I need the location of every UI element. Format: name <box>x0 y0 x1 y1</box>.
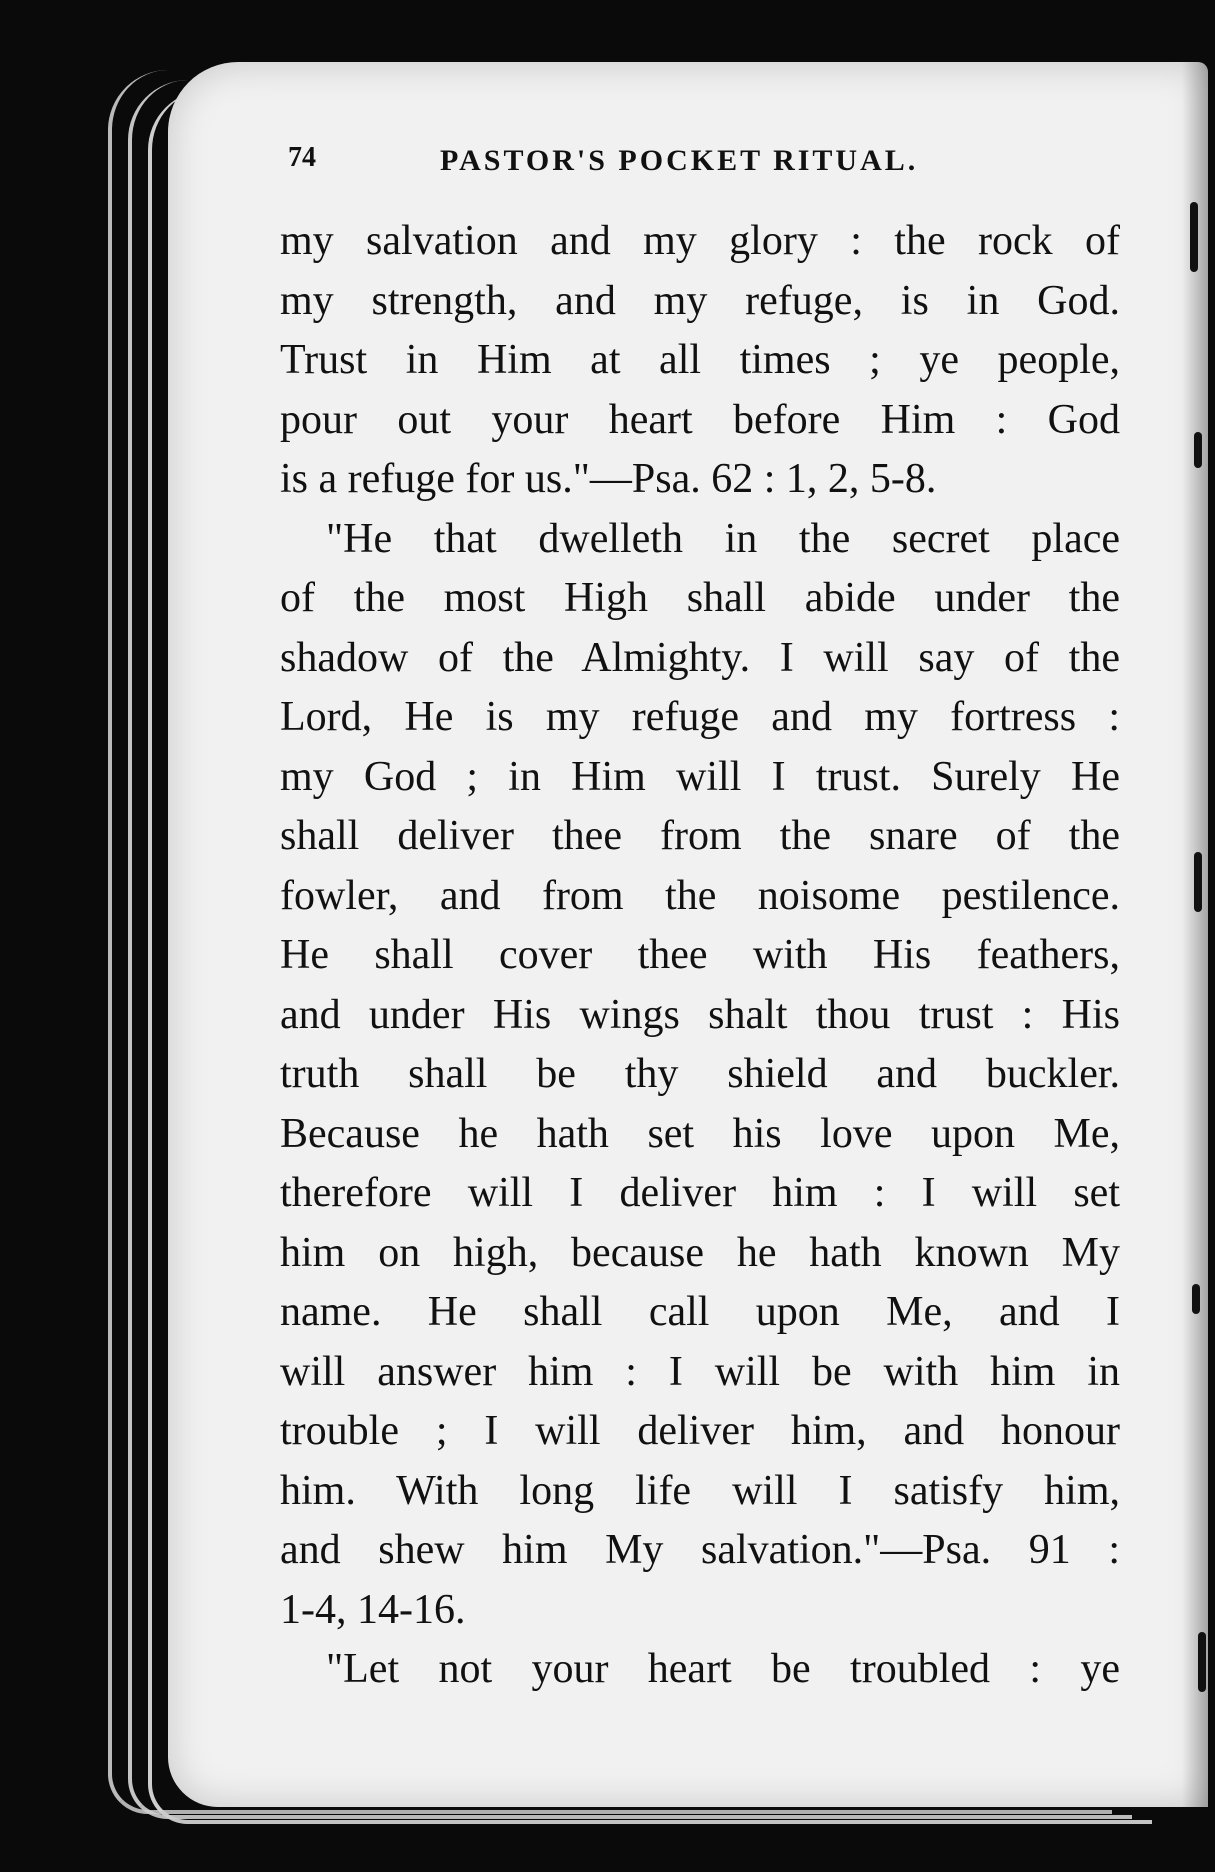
text-line: is a refuge for us."—Psa. 62 : 1, 2, 5-8. <box>280 456 937 502</box>
text-line: He shall cover thee with His feathers, <box>280 932 1120 978</box>
text-line: and under His wings shalt thou trust : His <box>280 991 1120 1038</box>
text-line: of the most High shall abide under the <box>280 575 1120 621</box>
text-line: shall deliver thee from the snare of the <box>280 813 1120 859</box>
page-gutter-shadow <box>1182 62 1208 1807</box>
text-line: Lord, He is my refuge and my fortress : <box>280 694 1120 740</box>
ink-speck <box>1194 852 1202 912</box>
text-line: fowler, and from the noisome pestilence. <box>280 872 1120 919</box>
text-line: trouble ; I will deliver him, and honour <box>280 1408 1120 1454</box>
text-line: 1-4, 14-16. <box>280 1586 466 1633</box>
text-line: pour out your heart before Him : God <box>280 396 1120 443</box>
text-line: will answer him : I will be with him in <box>280 1348 1120 1395</box>
body-text <box>280 212 1120 1700</box>
text-line: "He that dwelleth in the secret place <box>326 515 1120 562</box>
running-title: PASTOR'S POCKET RITUAL. <box>440 144 919 177</box>
ink-speck <box>1192 1284 1200 1314</box>
text-line: therefore will I deliver him : I will set <box>280 1170 1120 1216</box>
text-line: truth shall be thy shield and buckler. <box>280 1051 1120 1097</box>
text-line: "Let not your heart be troubled : ye <box>326 1646 1120 1692</box>
text-line: Because he hath set his love upon Me, <box>280 1110 1120 1157</box>
text-line: my strength, and my refuge, is in God. <box>280 277 1120 324</box>
ink-speck <box>1198 1632 1206 1692</box>
text-line: name. He shall call upon Me, and I <box>280 1289 1120 1335</box>
text-line: my salvation and my glory : the rock of <box>280 218 1120 264</box>
text-line: him on high, because he hath known My <box>280 1229 1120 1276</box>
ink-speck <box>1190 202 1198 272</box>
text-line: my God ; in Him will I trust. Surely He <box>280 753 1120 800</box>
page-header <box>288 134 1128 194</box>
text-line: him. With long life will I satisfy him, <box>280 1467 1120 1514</box>
book-page <box>168 62 1208 1807</box>
ink-speck <box>1194 432 1202 468</box>
page-number: 74 <box>288 142 316 173</box>
text-line: Trust in Him at all times ; ye people, <box>280 337 1120 383</box>
text-line: and shew him My salvation."—Psa. 91 : <box>280 1527 1120 1573</box>
text-line: shadow of the Almighty. I will say of the <box>280 634 1120 681</box>
